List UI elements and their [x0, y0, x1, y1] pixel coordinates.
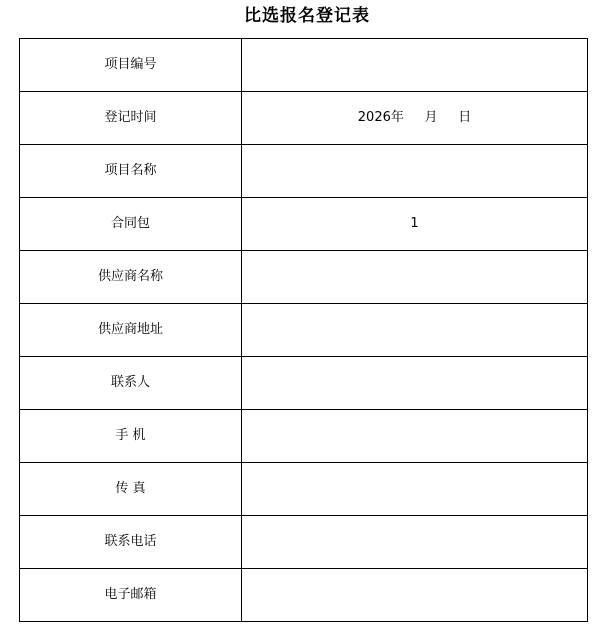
row-value-field[interactable] — [242, 304, 588, 357]
form-row-supplier-address — [20, 304, 588, 357]
row-label: 手 机 — [20, 410, 242, 463]
document-title: 比选报名登记表 — [244, 6, 370, 26]
form-row-project-number — [20, 39, 588, 92]
row-label: 电子邮箱 — [20, 569, 242, 622]
row-label: 联系人 — [20, 357, 242, 410]
row-label: 项目编号 — [20, 39, 242, 92]
row-value: 1 — [410, 216, 419, 231]
row-label: 登记时间 — [20, 92, 242, 145]
form-row-project-name — [20, 145, 588, 198]
row-label: 供应商名称 — [20, 251, 242, 304]
row-value-field[interactable] — [242, 198, 588, 251]
row-value-field[interactable] — [242, 463, 588, 516]
form-row-contract-package — [20, 198, 588, 251]
row-value-field[interactable] — [242, 145, 588, 198]
row-label: 联系电话 — [20, 516, 242, 569]
row-value-field[interactable] — [242, 569, 588, 622]
row-value-field[interactable] — [242, 39, 588, 92]
form-row-phone — [20, 516, 588, 569]
row-label: 供应商地址 — [20, 304, 242, 357]
row-value-field[interactable] — [242, 516, 588, 569]
row-value-field[interactable] — [242, 357, 588, 410]
row-value: 2026年 月 日 — [357, 110, 472, 125]
form-row-supplier-name — [20, 251, 588, 304]
form-row-email — [20, 569, 588, 622]
row-value-field[interactable] — [242, 92, 588, 145]
row-label: 项目名称 — [20, 145, 242, 198]
form-row-fax — [20, 463, 588, 516]
row-value-field[interactable] — [242, 251, 588, 304]
form-row-mobile — [20, 410, 588, 463]
row-label: 合同包 — [20, 198, 242, 251]
form-row-contact-person — [20, 357, 588, 410]
row-label: 传 真 — [20, 463, 242, 516]
registration-form-table — [19, 38, 588, 622]
row-value-field[interactable] — [242, 410, 588, 463]
form-row-registration-time — [20, 92, 588, 145]
